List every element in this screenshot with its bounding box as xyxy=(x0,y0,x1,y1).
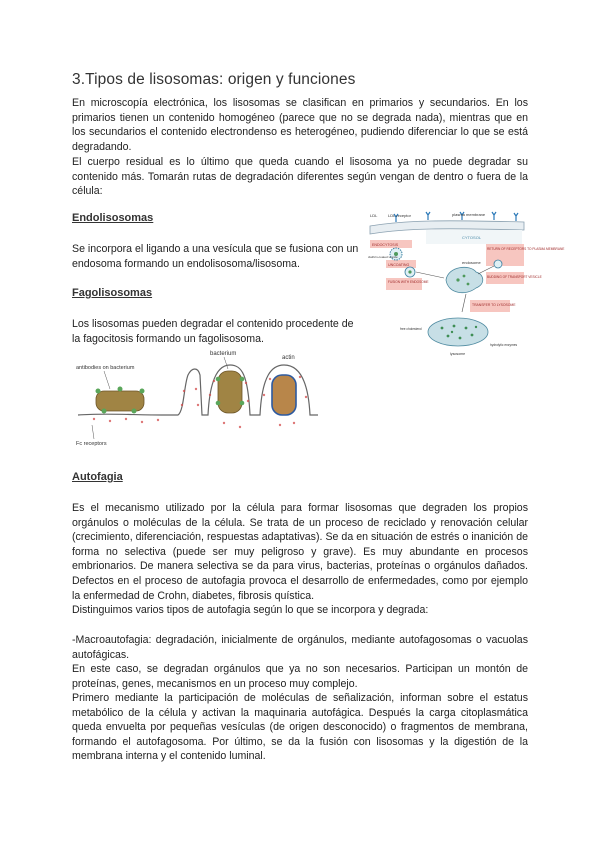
endolisosomas-text: Se incorpora el ligando a una vesícula que se fusiona con un endosoma formando un endolisosoma/lisosoma. xyxy=(72,243,359,270)
fig-label-free-cholesterol: free cholesterol xyxy=(400,327,422,331)
fig-step-endocytosis: ENDOCYTOSIS xyxy=(372,243,399,247)
fig-label-lysosome: lysosome xyxy=(450,352,466,356)
fig-step-uncoating: UNCOATING xyxy=(388,263,410,267)
fig-label-actin: actin xyxy=(282,355,295,361)
fig-step-budding: BUDDING OF TRANSPORT VESICLE xyxy=(487,275,542,279)
fig-label-clathrin: clathrin-coated vesicle xyxy=(368,255,398,259)
heading-endolisosomas: Endolisosomas xyxy=(72,212,154,224)
intro-paragraph-1: En microscopía electrónica, los lisosomas se clasifican en primarios y secundarios. En los primarios tienen un contenido homogéneo (parece que no se degrada nada), mientras que en los secundarios el contenido electrondenso es heterogéneo, pudiendo diferenciar lo que se está degradando. xyxy=(72,97,528,153)
fig-label-endosome: endosome xyxy=(462,260,481,265)
fig-label-bacterium: bacterium xyxy=(210,351,237,357)
fig-label-ldl: LDL xyxy=(370,213,378,218)
intro-paragraph-2: El cuerpo residual es lo último que queda cuando el lisosoma ya no puede degradar su contenido más. Tomarán rutas de degradación diferentes según vengan de dentro o fuera de la célula: xyxy=(72,156,528,198)
fig-label-fc-receptors: Fc receptors xyxy=(76,441,107,447)
macroautofagia-paragraph-2: Primero mediante la participación de moléculas de señalización, informan sobre el estatus metabólico de la célula y activan la maquinaria autofágica. Después la carga citoplasmática queda envuelta por pequeñas vesículas (de origen desconocido) o fragmentos de membrana, formando el autofagosoma. Por último, se da la fusión con lisosomas y la digestión de la membrana interna y el contenido luminal. xyxy=(72,692,528,763)
autofagia-paragraph-1: Es el mecanismo utilizado por la célula para formar lisosomas que degraden los propios orgánulos o moléculas de la célula. Se trata de un proceso de reciclado y renovación celular (crecimiento, diferenciación, respuestas adaptativas). Se da en situación de estrés o inanición de forma no selectiva (puede ser muy peligroso y grave). Es muy abundante en procesos embrionarios. De manera selectiva se da para virus, bacterias, proteínas o orgánulos dañados. Defectos en el proceso de autofagia provoca el desarrollo de enfermedades, como por ejemplo la enfermedad de Crohn, diabetes, fibrosis quística. xyxy=(72,502,528,602)
fig-label-cytosol: CYTOSOL xyxy=(462,235,482,240)
fig-label-antibodies: antibodies on bacterium xyxy=(76,365,135,371)
fig-step-transfer: TRANSFER TO LYSOSOME xyxy=(472,303,516,307)
fig-label-ldl-receptor: LDL receptor xyxy=(388,213,411,218)
heading-fagolisosomas: Fagolisosomas xyxy=(72,287,153,299)
endocytosis-diagram xyxy=(366,208,565,360)
fig-step-fusion: FUSION WITH ENDOSOME xyxy=(388,280,429,284)
fig-label-plasma-membrane: plasma membrane xyxy=(452,212,486,217)
fig-step-return: RETURN OF RECEPTORS TO PLASMA MEMBRANE xyxy=(487,247,565,251)
fig-label-hydrolytic-enzymes: hydrolytic enzymes xyxy=(490,343,518,347)
autofagia-paragraph-2: Distinguimos varios tipos de autofagia según lo que se incorpora y degrada: xyxy=(72,604,429,616)
page-title: 3.Tipos de lisosomas: origen y funciones xyxy=(72,71,356,88)
phagocytosis-diagram xyxy=(74,345,322,451)
heading-autofagia: Autofagia xyxy=(72,471,123,483)
macroautofagia-paragraph-1: En este caso, se degradan orgánulos que ya no son necesarios. Participan un montón de proteínas, genes, mecanismos en un proceso muy complejo. xyxy=(72,663,528,690)
macroautofagia-definition: -Macroautofagia: degradación, inicialmente de orgánulos, mediante autofagosomas o vacuolas autofágicas. xyxy=(72,634,528,661)
fagolisosomas-text: Los lisosomas pueden degradar el contenido procedente de la fagocitosis formando un fagolisosoma. xyxy=(72,318,354,345)
